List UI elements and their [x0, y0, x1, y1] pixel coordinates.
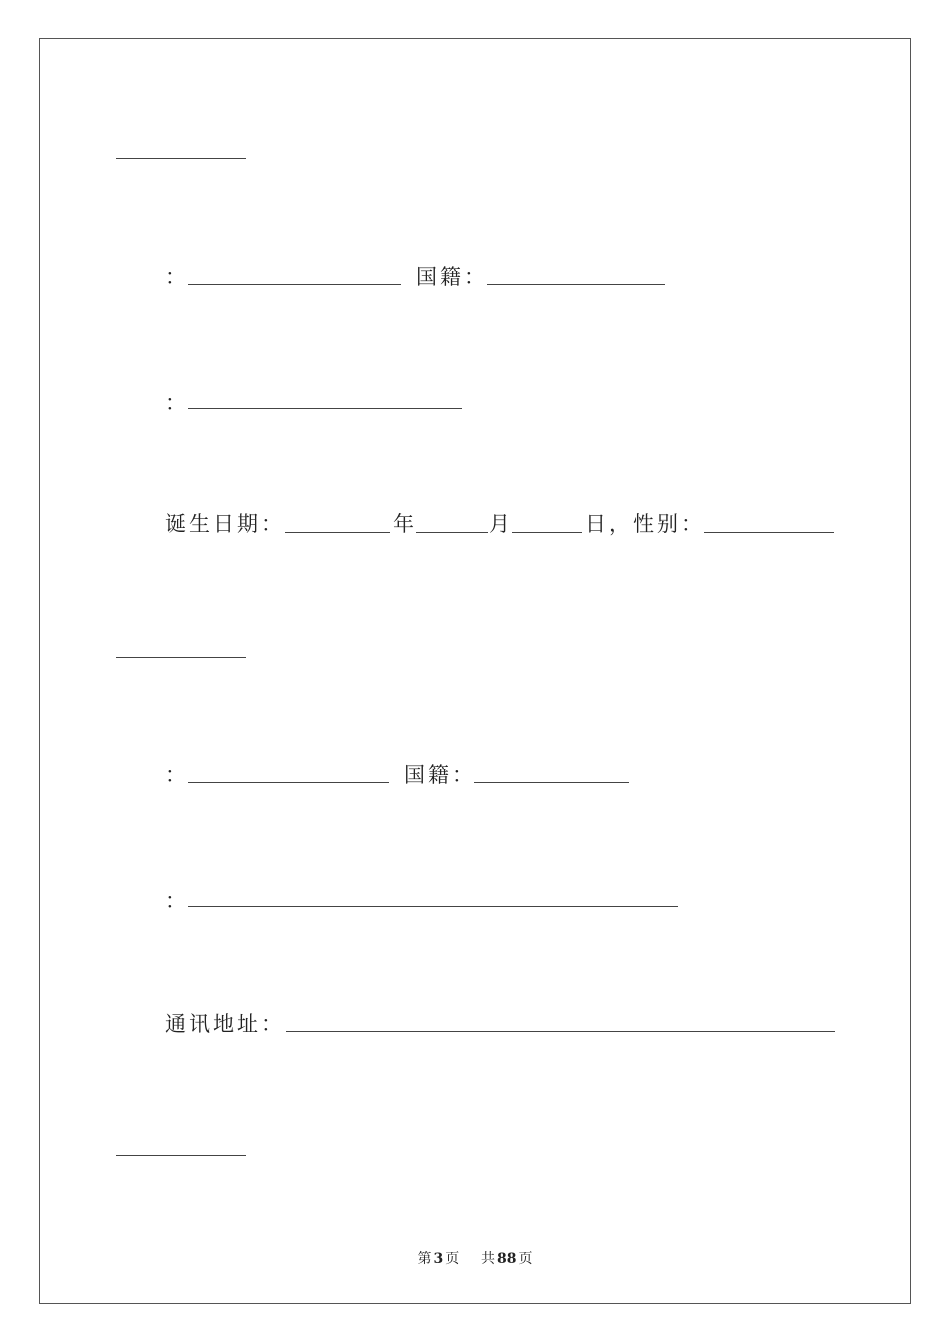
colon-label: ：: [165, 391, 189, 415]
birth-date-label: 诞生日期：: [165, 512, 285, 536]
nationality-blank[interactable]: [487, 284, 665, 285]
id-line: [165, 388, 485, 418]
gender-blank[interactable]: [704, 532, 834, 533]
address-label: 通讯地址：: [165, 1012, 285, 1036]
birth-year-blank[interactable]: [285, 532, 390, 533]
section-rule: [116, 1155, 246, 1156]
name-blank-2[interactable]: [188, 782, 389, 783]
colon-label: ：: [165, 889, 189, 913]
page-prefix: 第: [417, 1251, 432, 1267]
address-blank[interactable]: [286, 1031, 835, 1032]
total-pages: 88: [497, 1251, 517, 1267]
section-rule: [116, 158, 246, 159]
name-nationality-line: [165, 262, 685, 292]
address-line: [165, 1009, 845, 1039]
total-prefix: 共: [481, 1251, 496, 1267]
nationality-label: 国籍：: [416, 265, 488, 289]
page-unit: 页: [445, 1251, 460, 1267]
birth-gender-line: [165, 509, 845, 539]
nationality-label-2: 国籍：: [404, 763, 476, 787]
colon-label: ：: [165, 763, 189, 787]
id-blank-2[interactable]: [188, 906, 678, 907]
section-rule: [116, 657, 246, 658]
month-label: 月: [489, 512, 513, 536]
birth-month-blank[interactable]: [416, 532, 488, 533]
nationality-blank-2[interactable]: [474, 782, 629, 783]
page-footer: [0, 1248, 950, 1268]
birth-day-blank[interactable]: [512, 532, 582, 533]
page-border: [39, 38, 911, 1304]
page-number: 3: [433, 1251, 444, 1267]
year-label: 年: [393, 512, 417, 536]
id-line-2: [165, 886, 695, 916]
total-unit: 页: [518, 1251, 533, 1267]
id-blank[interactable]: [188, 408, 462, 409]
day-gender-label: 日，性别：: [585, 512, 705, 536]
colon-label: ：: [165, 265, 189, 289]
name-blank[interactable]: [188, 284, 401, 285]
name-nationality-line-2: [165, 760, 645, 790]
